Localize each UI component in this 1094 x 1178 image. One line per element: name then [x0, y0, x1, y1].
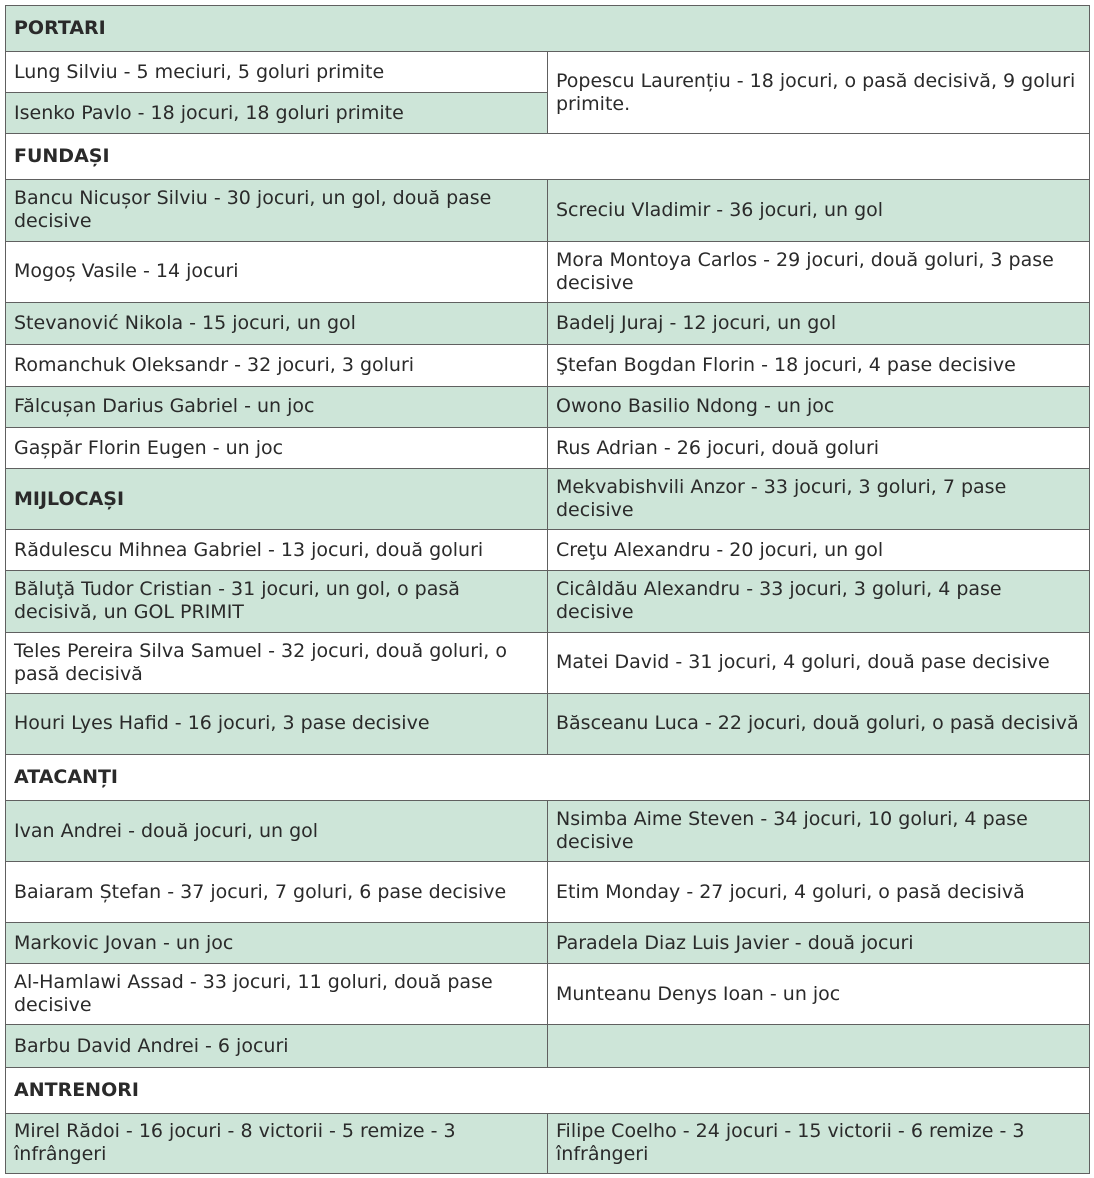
- table-row: [6, 428, 1090, 469]
- player-cell: Al-Hamlawi Assad - 33 jocuri, 11 goluri, două pase decisive: [6, 964, 548, 1025]
- player-cell: Rădulescu Mihnea Gabriel - 13 jocuri, două goluri: [6, 530, 548, 571]
- section-row: [6, 134, 1090, 180]
- table-row: [6, 52, 1090, 93]
- table-row: [6, 862, 1090, 923]
- table-row: [6, 693, 1090, 754]
- player-cell: Ivan Andrei - două jocuri, un gol: [6, 800, 548, 861]
- section-header-mijlocasi: MIJLOCAȘI: [6, 469, 548, 530]
- player-cell: Nsimba Aime Steven - 34 jocuri, 10 goluri, 4 pase decisive: [548, 800, 1090, 861]
- player-cell: Mekvabishvili Anzor - 33 jocuri, 3 goluri, 7 pase decisive: [548, 469, 1090, 530]
- section-header-antrenori: ANTRENORI: [6, 1067, 1090, 1113]
- player-cell: Mora Montoya Carlos - 29 jocuri, două goluri, 3 pase decisive: [548, 241, 1090, 302]
- player-cell: Ştefan Bogdan Florin - 18 jocuri, 4 pase decisive: [548, 344, 1090, 386]
- empty-cell: [548, 1025, 1090, 1067]
- player-cell: Rus Adrian - 26 jocuri, două goluri: [548, 428, 1090, 469]
- player-cell: Etim Monday - 27 jocuri, 4 goluri, o pasă decisivă: [548, 862, 1090, 923]
- player-cell: Creţu Alexandru - 20 jocuri, un gol: [548, 530, 1090, 571]
- player-cell: Popescu Laurențiu - 18 jocuri, o pasă decisivă, 9 goluri primite.: [548, 52, 1090, 134]
- table-row: [6, 344, 1090, 386]
- table-row: [6, 302, 1090, 344]
- table-row: [6, 1025, 1090, 1067]
- table-row: [6, 923, 1090, 964]
- player-cell: Screciu Vladimir - 36 jocuri, un gol: [548, 180, 1090, 241]
- player-cell: Gașpăr Florin Eugen - un joc: [6, 428, 548, 469]
- player-cell: Barbu David Andrei - 6 jocuri: [6, 1025, 548, 1067]
- section-header-portari: PORTARI: [6, 6, 1090, 52]
- section-header-fundasi: FUNDAȘI: [6, 134, 1090, 180]
- player-cell: Baiaram Ștefan - 37 jocuri, 7 goluri, 6 pase decisive: [6, 862, 548, 923]
- table-row: [6, 632, 1090, 693]
- player-cell: Cicâldău Alexandru - 33 jocuri, 3 goluri, 4 pase decisive: [548, 571, 1090, 632]
- table-row: [6, 530, 1090, 571]
- table-row: [6, 1113, 1090, 1173]
- player-cell: Matei David - 31 jocuri, 4 goluri, două pase decisive: [548, 632, 1090, 693]
- player-cell: Lung Silviu - 5 meciuri, 5 goluri primite: [6, 52, 548, 93]
- table-row: [6, 469, 1090, 530]
- player-cell: Munteanu Denys Ioan - un joc: [548, 964, 1090, 1025]
- player-cell: Houri Lyes Hafid - 16 jocuri, 3 pase decisive: [6, 693, 548, 754]
- table-row: [6, 571, 1090, 632]
- player-cell: Mogoș Vasile - 14 jocuri: [6, 241, 548, 302]
- player-cell: Fălcușan Darius Gabriel - un joc: [6, 386, 548, 427]
- player-cell: Băsceanu Luca - 22 jocuri, două goluri, o pasă decisivă: [548, 693, 1090, 754]
- player-cell: Stevanović Nikola - 15 jocuri, un gol: [6, 302, 548, 344]
- player-cell: Owono Basilio Ndong - un joc: [548, 386, 1090, 427]
- player-cell: Badelj Juraj - 12 jocuri, un gol: [548, 302, 1090, 344]
- table-row: [6, 386, 1090, 427]
- player-cell: Băluţă Tudor Cristian - 31 jocuri, un gol, o pasă decisivă, un GOL PRIMIT: [6, 571, 548, 632]
- section-header-atacanti: ATACANȚI: [6, 754, 1090, 800]
- section-row: [6, 6, 1090, 52]
- player-cell: Paradela Diaz Luis Javier - două jocuri: [548, 923, 1090, 964]
- player-cell: Isenko Pavlo - 18 jocuri, 18 goluri primite: [6, 93, 548, 134]
- squad-stats-table: [5, 5, 1090, 1174]
- table-row: [6, 180, 1090, 241]
- table-row: [6, 964, 1090, 1025]
- player-cell: Romanchuk Oleksandr - 32 jocuri, 3 goluri: [6, 344, 548, 386]
- player-cell: Markovic Jovan - un joc: [6, 923, 548, 964]
- player-cell: Teles Pereira Silva Samuel - 32 jocuri, două goluri, o pasă decisivă: [6, 632, 548, 693]
- coach-cell: Filipe Coelho - 24 jocuri - 15 victorii - 6 remize - 3 înfrângeri: [548, 1113, 1090, 1173]
- section-row: [6, 754, 1090, 800]
- section-row: [6, 1067, 1090, 1113]
- table-row: [6, 800, 1090, 861]
- player-cell: Bancu Nicușor Silviu - 30 jocuri, un gol, două pase decisive: [6, 180, 548, 241]
- coach-cell: Mirel Rădoi - 16 jocuri - 8 victorii - 5 remize - 3 înfrângeri: [6, 1113, 548, 1173]
- table-row: [6, 241, 1090, 302]
